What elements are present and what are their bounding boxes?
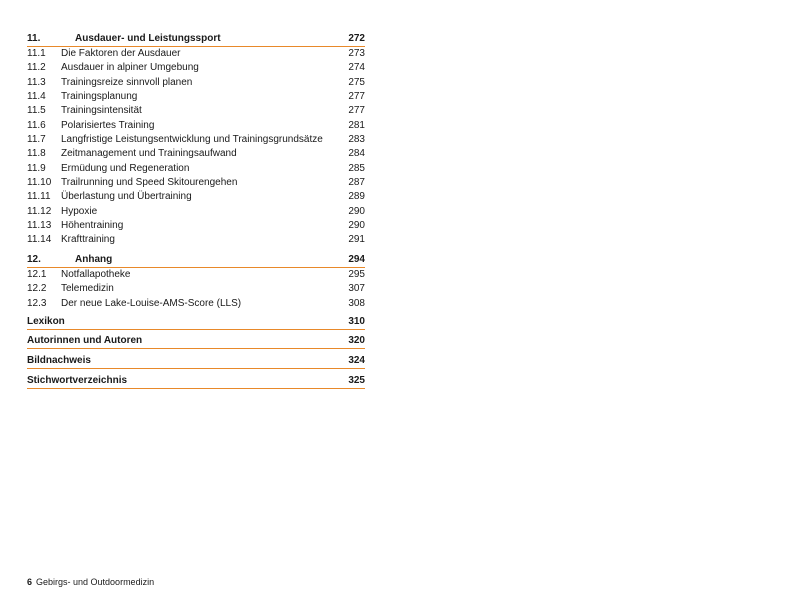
toc-chapter-12[interactable] [27,252,365,268]
book-title: Gebirgs- und Outdoormedizin [36,577,155,587]
item-page: 307 [348,283,365,295]
item-number: 12.3 [27,297,47,309]
item-number: 11.3 [27,76,46,88]
toc-item[interactable] [27,76,365,90]
item-number: 11.5 [27,105,46,117]
item-page: 281 [348,119,365,131]
section-title: Lexikon [27,315,65,327]
item-page: 273 [348,48,365,59]
item-page: 283 [348,134,365,146]
item-title: Polarisiertes Training [61,119,155,131]
item-title: Trainingsplanung [61,91,138,103]
item-title: Die Faktoren der Ausdauer [61,48,181,59]
toc-item[interactable] [27,147,365,161]
item-number: 11.9 [27,162,46,174]
item-page: 284 [348,148,365,160]
item-page: 290 [348,205,365,217]
chapter-title: Ausdauer- und Leistungssport [75,33,221,44]
toc-item[interactable] [27,119,365,133]
item-page: 274 [348,62,365,74]
page-footer [27,577,154,587]
item-page: 277 [348,105,365,117]
toc-item[interactable] [27,104,365,118]
item-title: Überlastung und Übertraining [61,191,192,203]
toc-section-stichwortverzeichnis[interactable] [27,373,365,389]
item-number: 11.14 [27,234,52,246]
section-page: 325 [348,374,365,386]
item-page: 289 [348,191,365,203]
table-of-contents [27,31,365,389]
toc-item[interactable] [27,282,365,296]
toc-item[interactable] [27,268,365,282]
item-page: 308 [348,297,365,309]
item-number: 11.13 [27,220,52,232]
item-page: 290 [348,220,365,232]
item-number: 11.2 [27,62,46,74]
item-number: 11.4 [27,91,46,103]
item-page: 295 [348,268,365,280]
toc-section-bildnachweis[interactable] [27,353,365,369]
toc-item[interactable] [27,219,365,233]
item-number: 11.7 [27,134,46,146]
item-title: Trailrunning und Speed Skitourengehen [61,177,238,189]
toc-item[interactable] [27,190,365,204]
item-number: 11.6 [27,119,46,131]
chapter-number: 12. [27,253,41,265]
item-number: 11.11 [27,191,51,203]
item-page: 285 [348,162,365,174]
item-title: Telemedizin [61,283,114,295]
item-number: 11.10 [27,177,52,189]
chapter-12-items [27,268,365,311]
toc-section-lexikon[interactable] [27,314,365,330]
toc-item[interactable] [27,297,365,311]
section-title: Autorinnen und Autoren [27,335,143,347]
toc-item[interactable] [27,47,365,61]
item-title: Ermüdung und Regeneration [61,162,190,174]
item-number: 11.1 [27,48,46,59]
section-title: Stichwortverzeichnis [27,374,128,386]
section-page: 310 [348,315,365,327]
item-number: 11.12 [27,205,52,217]
item-title: Höhentraining [61,220,124,232]
item-page: 277 [348,91,365,103]
toc-item[interactable] [27,133,365,147]
chapter-number: 11. [27,33,41,44]
item-title: Ausdauer in alpiner Umgebung [61,62,199,74]
toc-section-autoren[interactable] [27,333,365,349]
chapter-page: 294 [348,253,365,265]
item-title: Hypoxie [61,205,98,217]
item-number: 11.8 [27,148,46,160]
toc-item[interactable] [27,162,365,176]
item-title: Trainingsintensität [61,105,142,117]
toc-item[interactable] [27,90,365,104]
chapter-title: Anhang [75,253,113,265]
section-page: 324 [348,355,365,367]
item-title: Langfristige Leistungsentwicklung und Trainingsgrundsätze [61,134,323,146]
item-page: 291 [348,234,365,246]
toc-item[interactable] [27,61,365,75]
page-number: 6 [27,577,33,587]
item-number: 12.2 [27,283,47,295]
section-page: 320 [348,335,365,347]
toc-item[interactable] [27,176,365,190]
toc-chapter-11[interactable] [27,31,365,47]
item-title: Zeitmanagement und Trainingsaufwand [61,148,237,160]
chapter-11-items [27,47,365,248]
item-page: 287 [348,177,365,189]
item-title: Der neue Lake-Louise-AMS-Score (LLS) [61,297,242,309]
toc-item[interactable] [27,205,365,219]
item-title: Notfallapotheke [61,268,131,280]
item-page: 275 [348,76,365,88]
chapter-page: 272 [348,33,365,44]
item-title: Krafttraining [61,234,115,246]
section-title: Bildnachweis [27,355,91,367]
toc-item[interactable] [27,233,365,247]
item-title: Trainingsreize sinnvoll planen [61,76,193,88]
item-number: 12.1 [27,268,47,280]
